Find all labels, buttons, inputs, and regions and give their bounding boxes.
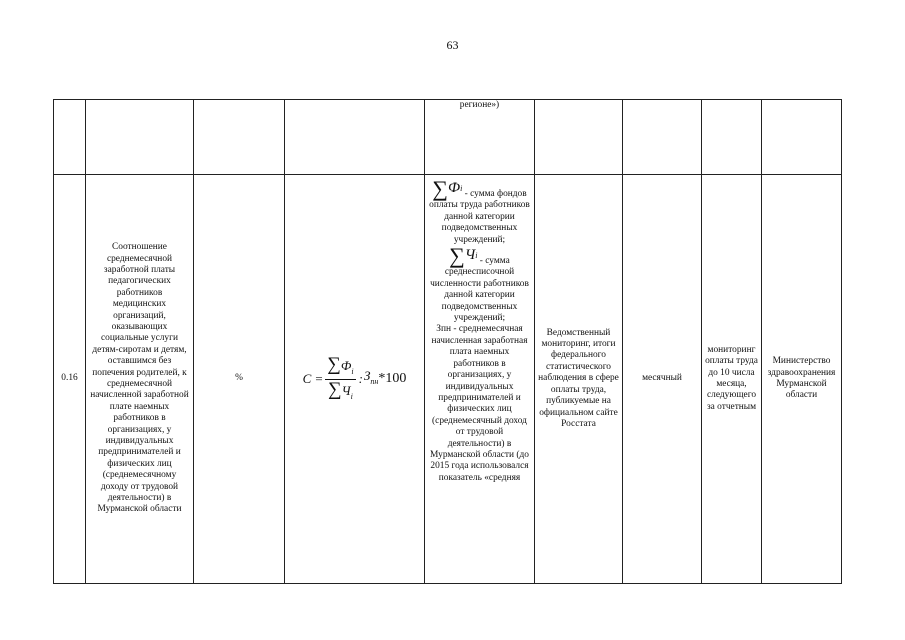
data-source: Ведомственный мониторинг, итоги федерального статистического наблюдения в сфере оплаты труда, публикуемые на официальном сайте Росстата — [535, 175, 623, 584]
table-row-continued — [54, 100, 842, 175]
cell-empty — [194, 100, 285, 175]
cell-empty — [623, 100, 702, 175]
description-sum-ch: ∑ Ч i - сумма среднесписочной численности работников данной категории подведомственных учреждений; — [430, 243, 529, 324]
indicator-table — [53, 99, 842, 584]
formula-lhs: C = — [302, 371, 324, 387]
indicator-name: Соотношение среднемесячной заработной платы педагогических работников медицинских организаций, оказывающих социальные услуги детям-сиротам и детям, оставшимся без попечения родителей, к среднемесячной начисленной заработной плате наемных работников в организациях, у индивидуальных предпринимателей и физических лиц (среднемесячному доходу от трудовой деятельности) в Мурманской области — [86, 175, 194, 584]
calculation-formula: C = $\frac{\sum Ф_i}{\sum Ч_i}$ : $З_{пн}$ *100 — [302, 354, 407, 401]
description-sum-f: ∑ Ф i - сумма фондов оплаты труда работников данной категории подведомственных учреждений; — [429, 176, 530, 245]
description-z: Зпн - среднемесячная начисленная заработная плата наемных работников в организациях, у индивидуальных предпринимателей и физических лиц (среднемесячный доход от трудовой деятельности) в Мурманской области (до 2015 года использовался показатель «средняя — [430, 324, 529, 483]
indicator-number: 0.16 — [54, 175, 86, 584]
page-number: 63 — [446, 38, 459, 52]
cell-empty — [762, 100, 842, 175]
formula-fraction: $\frac{\sum Ф_i}{\sum Ч_i}$ — [327, 354, 354, 401]
indicator-formula — [285, 175, 425, 584]
responsible-body: Министерство здравоохранения Мурманской области — [762, 175, 842, 584]
cell-empty — [285, 100, 425, 175]
timing: мониторинг оплаты труда до 10 числа месяца, следующего за отчетным — [702, 175, 762, 584]
cell-continued-text: регионе») — [425, 100, 535, 175]
table-row-indicator — [54, 175, 842, 584]
periodicity: месячный — [623, 175, 702, 584]
indicator-description — [425, 175, 535, 584]
cell-empty — [702, 100, 762, 175]
cell-empty — [535, 100, 623, 175]
cell-empty — [54, 100, 86, 175]
indicator-unit: % — [194, 175, 285, 584]
cell-empty — [86, 100, 194, 175]
